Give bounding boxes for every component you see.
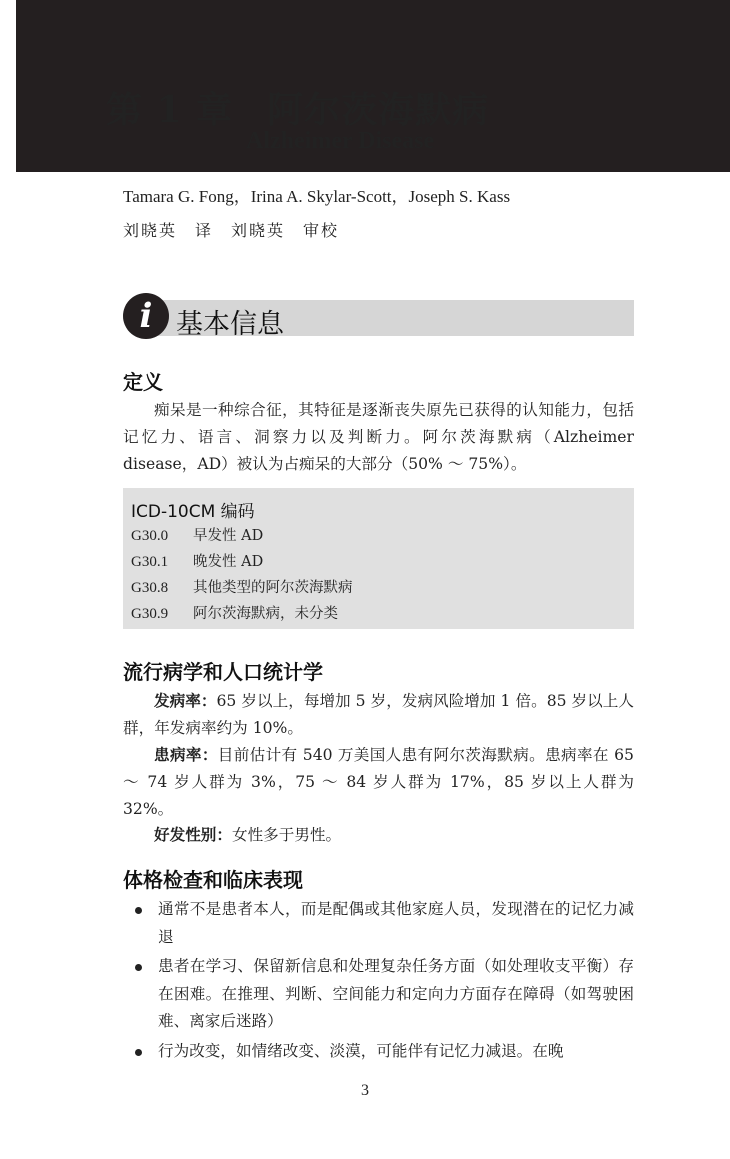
reviewer-role: 审校 xyxy=(303,221,340,240)
page-number: 3 xyxy=(361,1082,369,1099)
bullet-icon xyxy=(135,964,142,971)
prevalence-label: 患病率： xyxy=(154,746,218,764)
icd-desc: 早发性 AD xyxy=(193,528,264,544)
list-item xyxy=(158,1038,634,1066)
icd-row xyxy=(131,576,353,597)
list-item-text: 通常不是患者本人，而是配偶或其他家庭人员，发现潜在的记忆力减退 xyxy=(158,900,634,946)
list-item xyxy=(158,953,634,1036)
prevalence-paragraph xyxy=(123,742,634,823)
chapter-title-cn: 阿尔茨海默病 xyxy=(267,89,490,131)
list-item-text: 患者在学习、保留新信息和处理复杂任务方面（如处理收支平衡）存在困难。在推理、判断、空间能力和定向力方面存在障碍（如驾驶困难、离家后迷路） xyxy=(158,957,634,1030)
definition-text: 痴呆是一种综合征，其特征是逐渐丧失原先已获得的认知能力，包括记忆力、语言、洞察力以及判断力。阿尔茨海默病（Alzheimer disease，AD）被认为占痴呆的大部分（50% ～ 75%）。 xyxy=(123,401,634,473)
reviewer-name: 刘晓英 xyxy=(231,221,286,240)
definition-heading: 定义 xyxy=(123,370,163,394)
sex-paragraph xyxy=(123,822,634,849)
list-item-text: 行为改变，如情绪改变、淡漠，可能伴有记忆力减退。在晚 xyxy=(158,1041,564,1060)
icd-title: ICD-10CM 编码 xyxy=(131,502,255,522)
icd-row xyxy=(131,524,263,545)
icd-code: G30.9 xyxy=(131,606,169,622)
icd-code: G30.0 xyxy=(131,528,169,544)
icd-row xyxy=(131,602,338,623)
authors: Tamara G. Fong，Irina A. Skylar-Scott，Joseph S. Kass xyxy=(123,187,511,206)
icd-code-box xyxy=(123,488,634,629)
clinical-heading: 体格检查和临床表现 xyxy=(123,868,303,892)
chapter-title xyxy=(106,82,489,133)
prevalence-text: 目前估计有 540 万美国人患有阿尔茨海默病。患病率在 65 ～ 74 岁人群为 3%，75 ～ 84 岁人群为 17%，85 岁以上人群为 32%。 xyxy=(123,746,634,818)
chapter-number: 第 1 章 xyxy=(106,89,234,131)
list-item xyxy=(158,896,634,951)
chapter-title-en: Alzheimer Disease xyxy=(246,128,435,154)
section-title: 基本信息 xyxy=(176,309,284,340)
incidence-paragraph xyxy=(123,688,634,742)
icd-code: G30.1 xyxy=(131,554,169,570)
incidence-text: 65 岁以上，每增加 5 岁，发病风险增加 1 倍。85 岁以上人群，年发病率约为 10%。 xyxy=(123,692,634,737)
clinical-bullet-list xyxy=(158,896,634,1067)
incidence-label: 发病率： xyxy=(154,692,217,710)
icd-row xyxy=(131,550,263,571)
icd-code: G30.8 xyxy=(131,580,169,596)
icd-desc: 阿尔茨海默病，未分类 xyxy=(193,606,338,622)
info-icon: i xyxy=(123,293,169,339)
sex-label: 好发性别： xyxy=(154,826,232,844)
sex-text: 女性多于男性。 xyxy=(231,826,342,844)
bullet-icon xyxy=(135,907,142,914)
bullet-icon xyxy=(135,1049,142,1056)
translators xyxy=(123,218,357,241)
icd-desc: 晚发性 AD xyxy=(193,554,264,570)
epidemiology-heading: 流行病学和人口统计学 xyxy=(123,660,323,684)
icd-desc: 其他类型的阿尔茨海默病 xyxy=(193,580,353,596)
translator-name: 刘晓英 xyxy=(123,221,178,240)
translator-role: 译 xyxy=(195,221,214,240)
